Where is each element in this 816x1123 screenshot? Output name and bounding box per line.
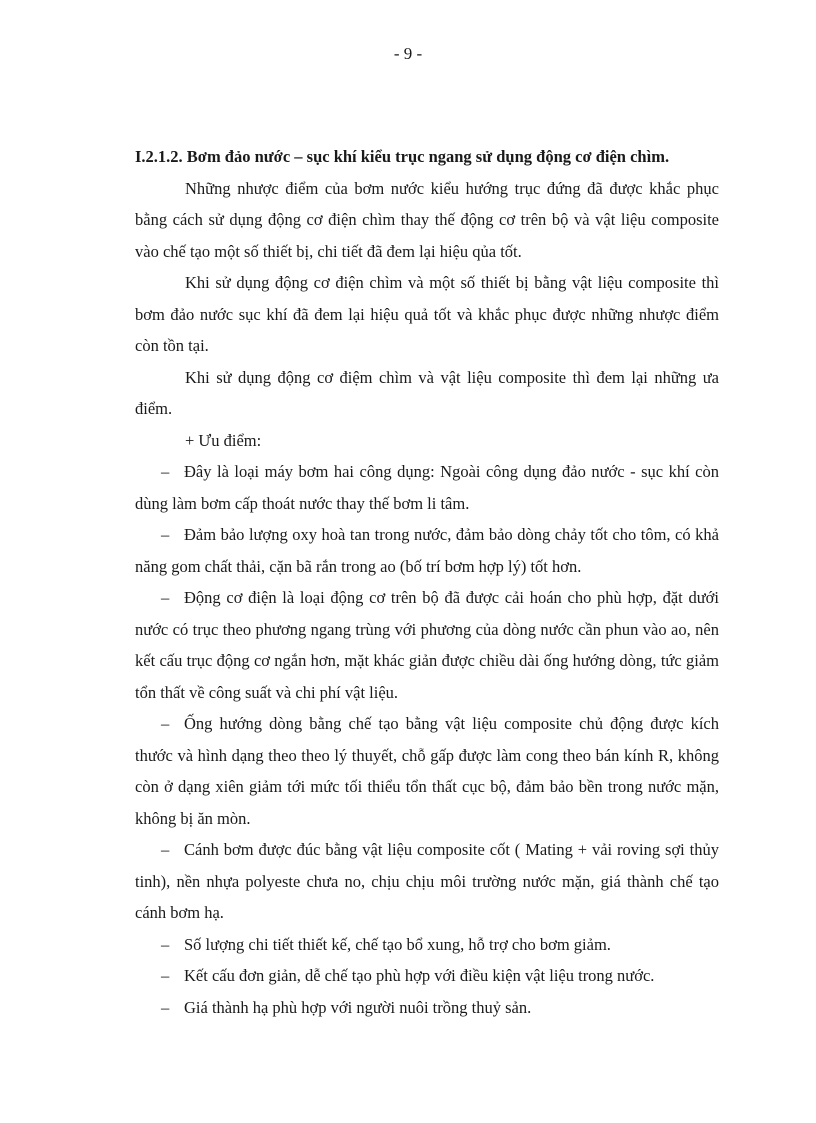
bullet-item-6 [135,929,719,961]
dash-marker: – [161,934,170,954]
dash-marker: – [161,997,170,1017]
bullet-text: Ống hướng dòng bằng chế tạo bằng vật liệu composite chủ động được kích thước và hình dạng theo theo lý thuyết, chỗ gấp được làm cong theo bán kính R, không còn ở dạng xiên giảm tới mức tối thiểu tổn thất cục bộ, đảm bảo bền trong nước mặn, không bị ăn mòn. [135,714,719,828]
bullet-item-3 [135,582,719,708]
bullet-item-4 [135,708,719,834]
dash-marker: – [161,525,170,544]
bullet-item-2 [135,519,719,582]
dash-marker: – [161,714,170,733]
dash-marker: – [161,966,170,985]
bullet-text: Động cơ điện là loại động cơ trên bộ đã được cải hoán cho phù hợp, đặt dưới nước có trục theo phương ngang trùng với phương của dòng nước cần phun vào ao, nên kết cấu trục động cơ ngắn hơn, mặt khác giản được chiều dài ống hướng dòng, tức giảm tổn thất về công suất và chi phí vật liệu. [135,588,719,702]
bullet-text: Đây là loại máy bơm hai công dụng: Ngoài công dụng đảo nước - sục khí còn dùng làm bơm cấp thoát nước thay thế bơm li tâm. [135,462,719,513]
bullet-item-8 [135,992,719,1024]
section-heading: I.2.1.2. Bơm đảo nước – sục khí kiểu trục ngang sử dụng động cơ điện chìm. [135,147,670,166]
paragraph-2: Khi sử dụng động cơ điện chìm và một số thiết bị bằng vật liệu composite thì bơm đảo nước sục khí đã đem lại hiệu quả tốt và khắc phục được những nhược điểm còn tồn tại. [135,273,719,355]
document-body [135,141,719,1023]
dash-marker: – [161,840,170,859]
bullet-text: Kết cấu đơn giản, dễ chế tạo phù hợp với điều kiện vật liệu trong nước. [184,966,655,985]
bullet-item-7 [135,960,719,992]
page-number: - 9 - [393,44,423,63]
paragraph-3: Khi sử dụng động cơ điệm chìm và vật liệu composite thì đem lại những ưa điểm. [135,367,719,418]
bullet-text: Giá thành hạ phù hợp với người nuôi trồng thuỷ sản. [184,997,532,1017]
dash-marker: – [161,462,170,481]
bullet-text: Đảm bảo lượng oxy hoà tan trong nước, đảm bảo dòng chảy tốt cho tôm, có khả năng gom chất thải, cặn bã rắn trong ao (bố trí bơm hợp lý) tốt hơn. [135,525,719,576]
bullet-text: Số lượng chi tiết thiết kế, chế tạo bổ xung, hỗ trợ cho bơm giảm. [184,934,611,954]
bullet-text: Cánh bơm được đúc bằng vật liệu composite cốt ( Mating + vải roving sợi thủy tinh), nền nhựa polyeste chưa no, chịu chịu môi trường nước mặn, giá thành chế tạo cánh bơm hạ. [135,840,719,922]
advantages-label: + Ưu điểm: [185,430,262,450]
bullet-item-1 [135,456,719,519]
paragraph-1: Những nhược điểm của bơm nước kiểu hướng trục đứng đã được khắc phục bằng cách sử dụng động cơ điện chìm thay thế động cơ trên bộ và vật liệu composite vào chế tạo một số thiết bị, chi tiết đã đem lại hiệu qủa tốt. [135,178,719,261]
bullet-item-5 [135,834,719,929]
dash-marker: – [161,588,170,607]
